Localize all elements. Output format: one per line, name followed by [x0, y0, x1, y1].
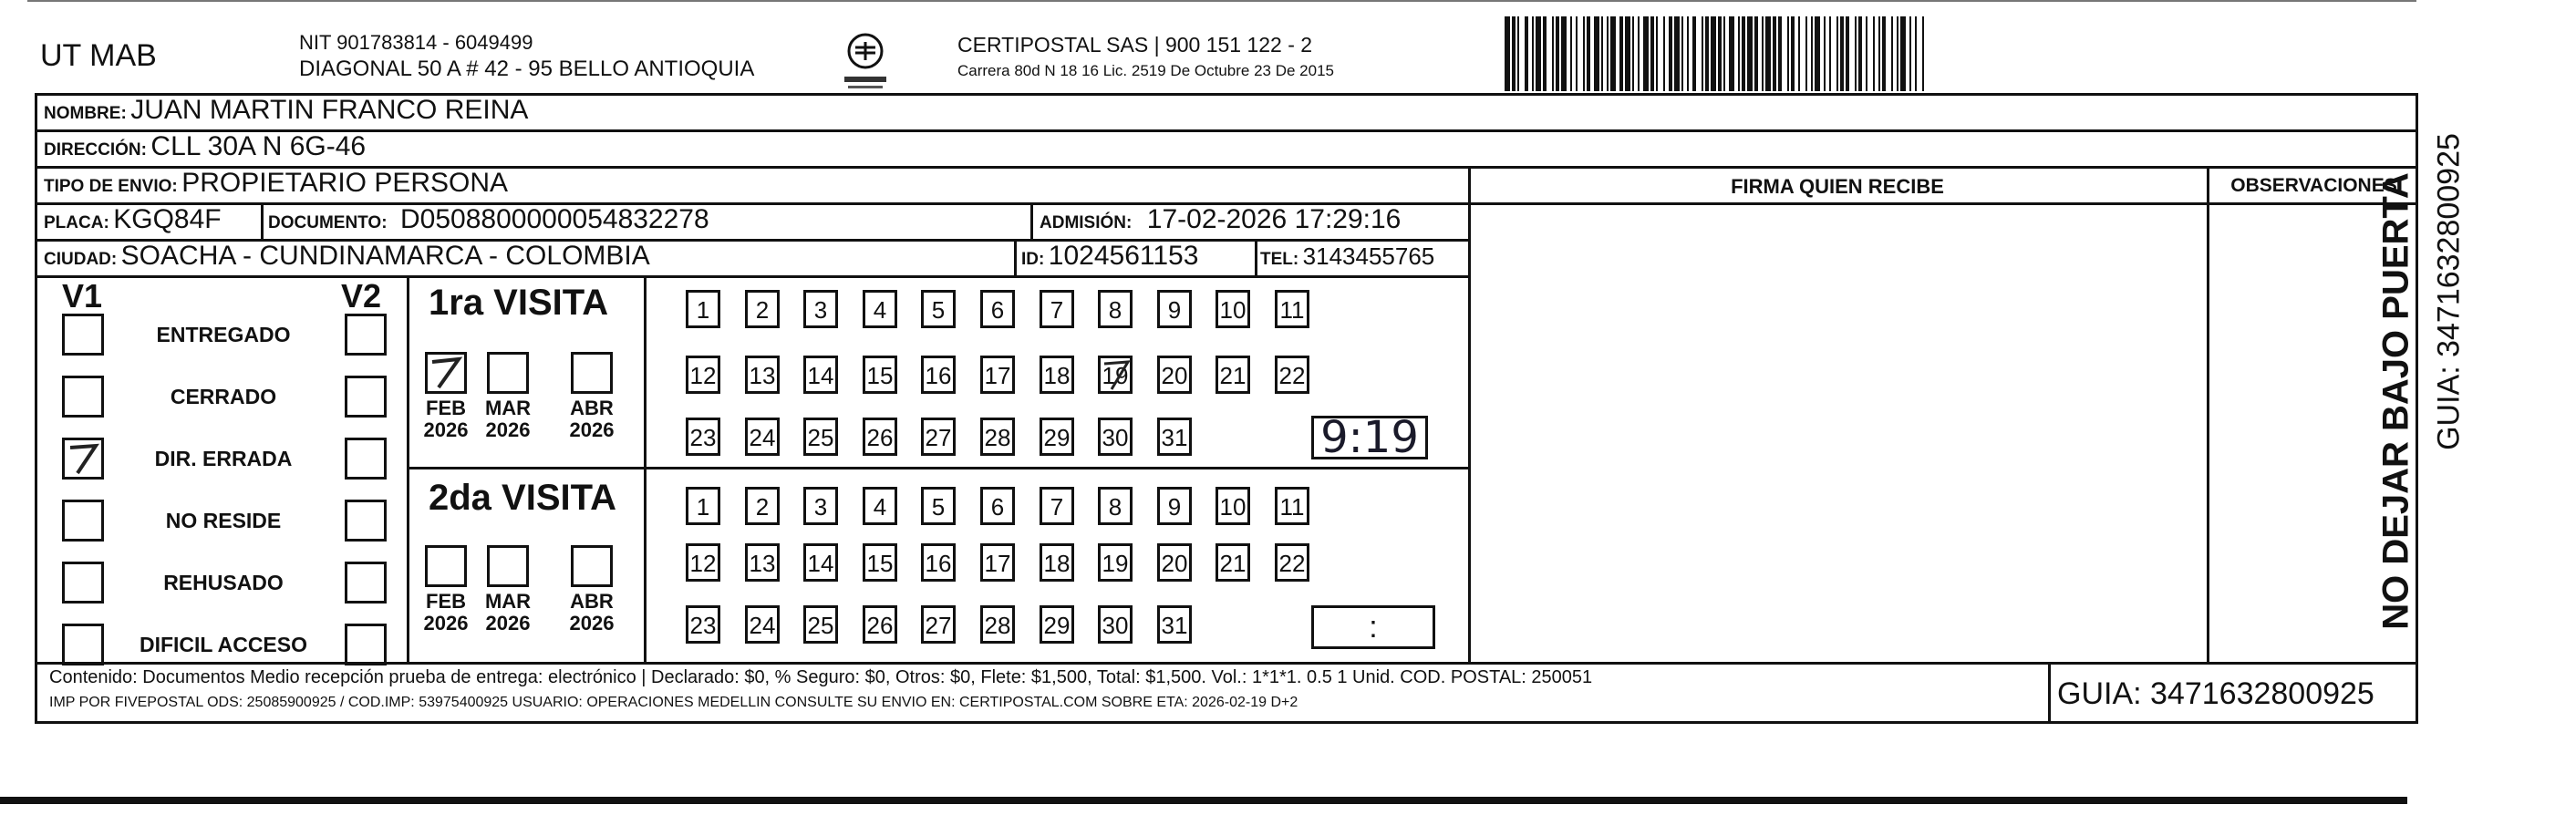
first-visit-month-label-feb: FEB 2026	[423, 397, 469, 441]
first-visit-month-checkbox-abr[interactable]	[571, 352, 613, 394]
v2-checkbox-dir-errada[interactable]	[345, 438, 387, 480]
second-visit-day-20[interactable]: 20	[1157, 543, 1192, 582]
status-label-no-reside: NO RESIDE	[165, 509, 282, 532]
tipo-envio-value: PROPIETARIO PERSONA	[181, 168, 509, 198]
second-visit-day-2[interactable]: 2	[745, 487, 780, 525]
barcode	[1505, 16, 2216, 91]
id-value: 1024561153	[1048, 241, 1199, 271]
first-visit-month-checkbox-mar[interactable]	[487, 352, 529, 394]
status-label-entregado: ENTREGADO	[156, 323, 291, 346]
second-visit-month-label-abr: ABR 2026	[569, 590, 615, 634]
second-visit-day-31[interactable]: 31	[1157, 605, 1192, 644]
status-label-dificil-acceso: DIFICIL ACCESO	[139, 633, 307, 656]
certipostal-logo-icon	[841, 31, 890, 95]
v1-checkbox-no-reside[interactable]	[62, 500, 104, 542]
second-visit-month-checkbox-mar[interactable]	[487, 545, 529, 587]
first-visit-day-11[interactable]: 11	[1275, 290, 1309, 328]
second-visit-day-26[interactable]: 26	[863, 605, 897, 644]
first-visit-day-28[interactable]: 28	[980, 418, 1015, 456]
first-visit-day-26[interactable]: 26	[863, 418, 897, 456]
observaciones-header: OBSERVACIONES	[2230, 175, 2397, 196]
placa-value: KGQ84F	[113, 204, 222, 234]
first-visit-day-5[interactable]: 5	[921, 290, 956, 328]
first-visit-day-31[interactable]: 31	[1157, 418, 1192, 456]
first-visit-day-16[interactable]: 16	[921, 356, 956, 394]
first-visit-day-19[interactable]: 19	[1098, 356, 1133, 394]
company-name: UT MAB	[40, 38, 157, 73]
second-visit-day-13[interactable]: 13	[745, 543, 780, 582]
first-visit-day-7[interactable]: 7	[1040, 290, 1074, 328]
second-visit-month-label-mar: MAR 2026	[484, 590, 532, 634]
first-visit-day-21[interactable]: 21	[1216, 356, 1250, 394]
side-guia: GUIA: 3471632800925	[2431, 133, 2467, 450]
status-label-rehusado: REHUSADO	[163, 571, 284, 594]
placa-label: PLACA:	[44, 213, 109, 232]
nombre-label: NOMBRE:	[44, 104, 127, 123]
second-visit-day-4[interactable]: 4	[863, 487, 897, 525]
first-visit-day-22[interactable]: 22	[1275, 356, 1309, 394]
second-visit-month-checkbox-abr[interactable]	[571, 545, 613, 587]
second-visit-month-label-feb: FEB 2026	[423, 590, 469, 634]
v2-checkbox-cerrado[interactable]	[345, 376, 387, 418]
direccion-value: CLL 30A N 6G-46	[150, 131, 367, 161]
documento-value: D0508800000054832278	[400, 204, 709, 234]
v1-checkbox-rehusado[interactable]	[62, 562, 104, 604]
first-visit-day-4[interactable]: 4	[863, 290, 897, 328]
first-visit-day-13[interactable]: 13	[745, 356, 780, 394]
nit: NIT 901783814 - 6049499	[299, 31, 533, 54]
carrier-name: CERTIPOSTAL SAS | 900 151 122 - 2	[957, 33, 1313, 57]
first-visit-day-30[interactable]: 30	[1098, 418, 1133, 456]
first-visit-day-3[interactable]: 3	[803, 290, 838, 328]
first-visit-day-10[interactable]: 10	[1216, 290, 1250, 328]
second-visit-day-22[interactable]: 22	[1275, 543, 1309, 582]
second-visit-day-25[interactable]: 25	[803, 605, 838, 644]
v2-checkbox-dificil-acceso[interactable]	[345, 624, 387, 665]
v1-checkbox-dificil-acceso[interactable]	[62, 624, 104, 665]
second-visit-day-5[interactable]: 5	[921, 487, 956, 525]
status-label-dir-errada: DIR. ERRADA	[154, 447, 293, 470]
v1-label: V1	[62, 277, 103, 315]
v2-checkbox-entregado[interactable]	[345, 314, 387, 356]
second-visit-hour[interactable]: :	[1311, 605, 1435, 649]
v2-checkbox-no-reside[interactable]	[345, 500, 387, 542]
first-visit-day-2[interactable]: 2	[745, 290, 780, 328]
second-visit-day-29[interactable]: 29	[1040, 605, 1074, 644]
first-visit-month-label-mar: MAR 2026	[484, 397, 532, 441]
tel-value: 3143455765	[1302, 242, 1435, 270]
first-visit-title: 1ra VISITA	[429, 283, 609, 323]
documento-label: DOCUMENTO:	[268, 213, 388, 232]
ciudad-value: SOACHA - CUNDINAMARCA - COLOMBIA	[120, 241, 650, 271]
first-visit-day-18[interactable]: 18	[1040, 356, 1074, 394]
first-visit-day-8[interactable]: 8	[1098, 290, 1133, 328]
second-visit-day-15[interactable]: 15	[863, 543, 897, 582]
first-visit-day-1[interactable]: 1	[686, 290, 720, 328]
admision-value: 17-02-2026 17:29:16	[1146, 204, 1402, 234]
second-visit-day-18[interactable]: 18	[1040, 543, 1074, 582]
id-label: ID:	[1021, 250, 1045, 269]
second-visit-day-14[interactable]: 14	[803, 543, 838, 582]
status-label-cerrado: CERRADO	[170, 385, 277, 408]
first-visit-day-17[interactable]: 17	[980, 356, 1015, 394]
side-warning: NO DEJAR BAJO PUERTA	[2375, 172, 2416, 630]
second-visit-day-16[interactable]: 16	[921, 543, 956, 582]
v1-checkbox-entregado[interactable]	[62, 314, 104, 356]
ciudad-label: CIUDAD:	[44, 250, 118, 269]
admision-label: ADMISIÓN:	[1040, 213, 1133, 232]
first-visit-day-27[interactable]: 27	[921, 418, 956, 456]
second-visit-day-11[interactable]: 11	[1275, 487, 1309, 525]
second-visit-day-9[interactable]: 9	[1157, 487, 1192, 525]
firma-header: FIRMA QUIEN RECIBE	[1731, 175, 1944, 198]
second-visit-title: 2da VISITA	[429, 478, 616, 518]
second-visit-day-28[interactable]: 28	[980, 605, 1015, 644]
first-visit-hour[interactable]: 9:19	[1311, 416, 1428, 459]
footer-imp: IMP POR FIVEPOSTAL ODS: 25085900925 / COD.IMP: 53975400925 USUARIO: OPERACIONES MEDELLIN CONSULTE SU ENVIO EN: CERTIPOSTAL.COM SOBRE ETA: 2026-02-19 D+2	[49, 695, 1298, 710]
footer-guia: GUIA: 3471632800925	[2057, 676, 2374, 711]
first-visit-day-9[interactable]: 9	[1157, 290, 1192, 328]
second-visit-day-17[interactable]: 17	[980, 543, 1015, 582]
v2-label: V2	[341, 277, 382, 315]
second-visit-day-12[interactable]: 12	[686, 543, 720, 582]
first-visit-day-15[interactable]: 15	[863, 356, 897, 394]
first-visit-day-24[interactable]: 24	[745, 418, 780, 456]
tel-label: TEL:	[1260, 250, 1299, 269]
second-visit-day-21[interactable]: 21	[1216, 543, 1250, 582]
sender-address: DIAGONAL 50 A # 42 - 95 BELLO ANTIOQUIA	[299, 57, 755, 81]
second-visit-day-8[interactable]: 8	[1098, 487, 1133, 525]
second-visit-day-1[interactable]: 1	[686, 487, 720, 525]
first-visit-month-label-abr: ABR 2026	[569, 397, 615, 441]
first-visit-day-12[interactable]: 12	[686, 356, 720, 394]
direccion-label: DIRECCIÓN:	[44, 140, 147, 160]
second-visit-day-7[interactable]: 7	[1040, 487, 1074, 525]
second-visit-day-30[interactable]: 30	[1098, 605, 1133, 644]
footer-contenido: Contenido: Documentos Medio recepción prueba de entrega: electrónico | Declarado: $0, % Seguro: $0, Otros: $0, Flete: $1,500, Total: $1,500. Vol.: 1*1*1. 0.5 1 Unid. COD. POSTAL: 250051	[49, 667, 1593, 687]
first-visit-month-checkbox-feb[interactable]	[425, 352, 467, 394]
second-visit-day-6[interactable]: 6	[980, 487, 1015, 525]
second-visit-month-checkbox-feb[interactable]	[425, 545, 467, 587]
v1-checkbox-cerrado[interactable]	[62, 376, 104, 418]
first-visit-day-25[interactable]: 25	[803, 418, 838, 456]
first-visit-day-6[interactable]: 6	[980, 290, 1015, 328]
second-visit-day-19[interactable]: 19	[1098, 543, 1133, 582]
carrier-address: Carrera 80d N 18 16 Lic. 2519 De Octubre 23 De 2015	[957, 62, 1334, 79]
v1-checkbox-dir-errada[interactable]	[62, 438, 104, 480]
tipo-envio-label: TIPO DE ENVIO:	[44, 177, 178, 196]
second-visit-day-27[interactable]: 27	[921, 605, 956, 644]
nombre-value: JUAN MARTIN FRANCO REINA	[130, 95, 529, 125]
first-visit-day-14[interactable]: 14	[803, 356, 838, 394]
second-visit-day-24[interactable]: 24	[745, 605, 780, 644]
first-visit-day-29[interactable]: 29	[1040, 418, 1074, 456]
second-visit-day-23[interactable]: 23	[686, 605, 720, 644]
second-visit-day-3[interactable]: 3	[803, 487, 838, 525]
first-visit-day-20[interactable]: 20	[1157, 356, 1192, 394]
second-visit-day-10[interactable]: 10	[1216, 487, 1250, 525]
v2-checkbox-rehusado[interactable]	[345, 562, 387, 604]
first-visit-day-23[interactable]: 23	[686, 418, 720, 456]
